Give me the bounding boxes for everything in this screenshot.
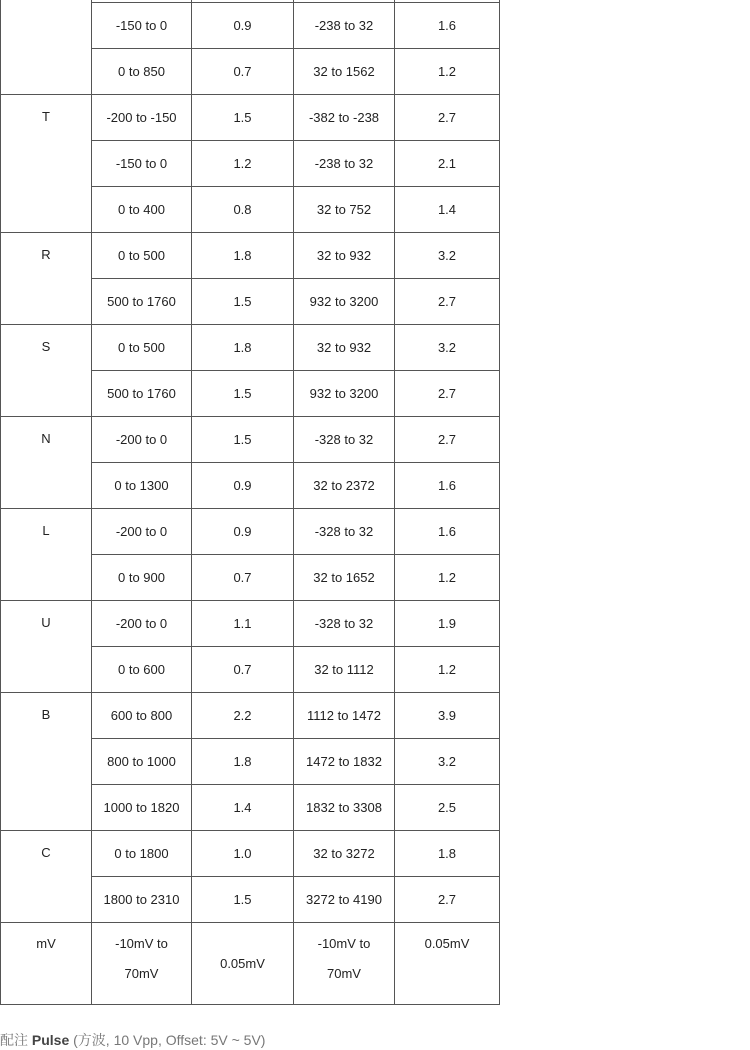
range-c-cell: -200 to 0 — [92, 417, 192, 463]
type-cell: C — [1, 831, 92, 923]
range-c-cell: 500 to 1760 — [92, 371, 192, 417]
footer-rest: (方波, 10 Vpp, Offset: 5V ~ 5V) — [73, 1032, 266, 1048]
type-cell: S — [1, 325, 92, 417]
range-c-line2: 70mV — [124, 966, 159, 981]
accuracy-f-cell: 1.6 — [395, 509, 500, 555]
accuracy-f-cell: 1.2 — [395, 647, 500, 693]
accuracy-c-cell: 1.5 — [192, 95, 294, 141]
range-c-cell: 0 to 500 — [92, 325, 192, 371]
range-c-cell: 1000 to 1820 — [92, 785, 192, 831]
type-cell: N — [1, 417, 92, 509]
range-c-cell: 0 to 1300 — [92, 463, 192, 509]
accuracy-c-cell: 0.9 — [192, 463, 294, 509]
table-row-mv — [1, 923, 500, 1005]
table-row — [1, 233, 500, 279]
range-c-cell: 600 to 800 — [92, 693, 192, 739]
range-c-cell: 0 to 900 — [92, 555, 192, 601]
range-f-cell — [294, 923, 395, 1005]
range-c-cell: 0 to 1800 — [92, 831, 192, 877]
type-cell: R — [1, 233, 92, 325]
accuracy-c-cell: 1.5 — [192, 371, 294, 417]
range-c-cell: -200 to -150 — [92, 95, 192, 141]
footer-bold: Pulse — [31, 1032, 70, 1048]
accuracy-c-cell: 0.8 — [192, 187, 294, 233]
accuracy-f-cell: 3.2 — [395, 233, 500, 279]
accuracy-f-cell: 2.7 — [395, 877, 500, 923]
type-cell: L — [1, 509, 92, 601]
table-row — [1, 831, 500, 877]
accuracy-c-cell: 0.7 — [192, 647, 294, 693]
accuracy-f-cell: 1.6 — [395, 3, 500, 49]
accuracy-f-cell: 1.2 — [395, 555, 500, 601]
accuracy-c-cell: 1.1 — [192, 601, 294, 647]
type-cell: mV — [1, 923, 92, 1005]
accuracy-f-cell: 2.5 — [395, 785, 500, 831]
type-cell — [1, 0, 92, 95]
accuracy-f-cell: 1.9 — [395, 601, 500, 647]
type-cell: T — [1, 95, 92, 233]
range-c-cell: 0 to 600 — [92, 647, 192, 693]
range-f-cell: 1832 to 3308 — [294, 785, 395, 831]
range-f-cell: 932 to 3200 — [294, 279, 395, 325]
accuracy-f-cell: 3.2 — [395, 739, 500, 785]
range-f-cell: -382 to -238 — [294, 95, 395, 141]
accuracy-f-cell: 2.7 — [395, 95, 500, 141]
table-row — [1, 509, 500, 555]
range-c-cell: 0 to 400 — [92, 187, 192, 233]
accuracy-f-cell: 2.7 — [395, 279, 500, 325]
accuracy-f-cell: 2.1 — [395, 141, 500, 187]
accuracy-f-cell: 1.6 — [395, 463, 500, 509]
accuracy-f-cell: 2.7 — [395, 417, 500, 463]
range-f-line2: 70mV — [327, 966, 361, 981]
accuracy-c-cell: 1.5 — [192, 279, 294, 325]
range-f-cell: 1112 to 1472 — [294, 693, 395, 739]
range-f-cell: 32 to 932 — [294, 325, 395, 371]
accuracy-f-cell: 1.4 — [395, 187, 500, 233]
range-c-line1: -10mV to — [115, 936, 168, 951]
range-f-cell: 32 to 752 — [294, 187, 395, 233]
table-body — [1, 0, 500, 1005]
range-f-cell: -238 to 32 — [294, 3, 395, 49]
range-f-cell: -328 to 32 — [294, 601, 395, 647]
accuracy-c-cell: 1.8 — [192, 739, 294, 785]
range-f-cell: 32 to 2372 — [294, 463, 395, 509]
range-f-cell: 1472 to 1832 — [294, 739, 395, 785]
accuracy-c-cell: 1.4 — [192, 785, 294, 831]
range-c-cell: -150 to 0 — [92, 3, 192, 49]
accuracy-c-cell: 1.5 — [192, 417, 294, 463]
accuracy-f-cell: 2.7 — [395, 371, 500, 417]
range-c-cell: 0 to 850 — [92, 49, 192, 95]
range-f-cell: 32 to 932 — [294, 233, 395, 279]
range-f-cell: -328 to 32 — [294, 417, 395, 463]
table-row — [1, 325, 500, 371]
footer-lead: 配注 — [0, 1032, 28, 1048]
range-c-cell: -200 to 0 — [92, 509, 192, 555]
range-f-cell: -238 to 32 — [294, 141, 395, 187]
accuracy-f-cell: 0.05mV — [395, 923, 500, 1005]
range-c-cell: -150 to 0 — [92, 141, 192, 187]
table-row — [1, 693, 500, 739]
range-f-cell: 932 to 3200 — [294, 371, 395, 417]
range-f-cell: 32 to 1652 — [294, 555, 395, 601]
range-c-cell — [92, 923, 192, 1005]
accuracy-c-cell: 1.2 — [192, 141, 294, 187]
range-c-cell: 1800 to 2310 — [92, 877, 192, 923]
accuracy-c-cell: 0.05mV — [192, 923, 294, 1005]
range-f-cell: 3272 to 4190 — [294, 877, 395, 923]
accuracy-f-cell: 3.2 — [395, 325, 500, 371]
accuracy-c-cell: 1.0 — [192, 831, 294, 877]
range-c-cell: -200 to 0 — [92, 601, 192, 647]
accuracy-c-cell: 1.8 — [192, 233, 294, 279]
accuracy-c-cell: 0.9 — [192, 509, 294, 555]
footer-note — [0, 1030, 265, 1050]
accuracy-f-cell: 1.8 — [395, 831, 500, 877]
range-c-cell: 0 to 500 — [92, 233, 192, 279]
range-f-cell: -328 to 32 — [294, 509, 395, 555]
range-f-cell: 32 to 1562 — [294, 49, 395, 95]
accuracy-c-cell: 0.7 — [192, 49, 294, 95]
range-f-line1: -10mV to — [317, 936, 371, 951]
range-c-cell: 800 to 1000 — [92, 739, 192, 785]
accuracy-f-cell: 3.9 — [395, 693, 500, 739]
accuracy-c-cell: 1.8 — [192, 325, 294, 371]
accuracy-c-cell: 2.2 — [192, 693, 294, 739]
accuracy-c-cell: 0.9 — [192, 3, 294, 49]
accuracy-c-cell: 1.5 — [192, 877, 294, 923]
table-row — [1, 95, 500, 141]
accuracy-f-cell: 1.2 — [395, 49, 500, 95]
type-cell: U — [1, 601, 92, 693]
range-f-cell: 32 to 1112 — [294, 647, 395, 693]
accuracy-c-cell: 0.7 — [192, 555, 294, 601]
range-c-cell: 500 to 1760 — [92, 279, 192, 325]
range-f-cell: 32 to 3272 — [294, 831, 395, 877]
table-row — [1, 601, 500, 647]
type-cell: B — [1, 693, 92, 831]
table-row — [1, 417, 500, 463]
